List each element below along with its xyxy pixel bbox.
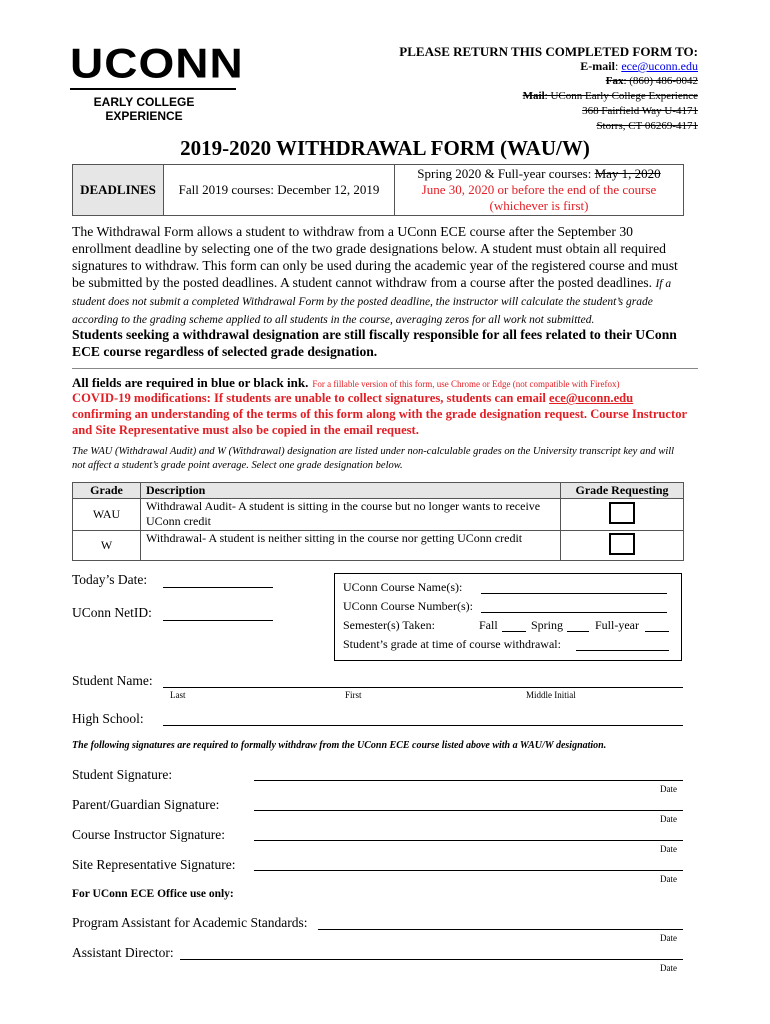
date-caption: Date: [660, 784, 677, 794]
semester-label: Semester(s) Taken:: [343, 618, 435, 632]
deadlines-table: [72, 164, 684, 216]
covid-part2: confirming an understanding of the terms of this form along with the grade designation request. Course Instructor and Site Representative must also be copied in the email request.: [72, 407, 687, 437]
fax-label: Fax: [605, 75, 624, 87]
fillable-note: For a fillable version of this form, use Chrome or Edge (not compatible with Firefox): [312, 379, 620, 389]
logo-line2: EXPERIENCE: [105, 109, 183, 123]
date-caption: Date: [660, 874, 677, 884]
site-rep-signature-label: Site Representative Signature:: [72, 857, 236, 872]
return-fax-line: [399, 74, 698, 89]
assistant-director-label: Assistant Director:: [72, 945, 174, 960]
mail-org: : UConn Early College Experience: [544, 90, 698, 102]
semester-fall-label: Fall: [479, 618, 498, 632]
course-names-label: UConn Course Name(s):: [343, 580, 463, 594]
grade-w: W: [73, 531, 141, 561]
signatures-note: The following signatures are required to formally withdraw from the UConn ECE course listed above with a WAU/W designation.: [72, 740, 607, 751]
return-email-line: E-mail: ece@uconn.edu: [580, 59, 698, 73]
assistant-director-field[interactable]: [180, 959, 683, 960]
desc-wau: Withdrawal Audit- A student is sitting in the course but no longer wants to receive UConn credit: [141, 499, 561, 531]
name-middle-caption: Middle Initial: [526, 690, 576, 700]
netid-field[interactable]: [163, 620, 273, 621]
intro-italic: If a student does not submit a completed Withdrawal Form by the posted deadline, the instructor will calculate the student’s grade according to the grading scheme applied to all students in the course, averaging zeros for all work not submitted.: [72, 278, 672, 326]
return-heading: PLEASE RETURN THIS COMPLETED FORM TO:: [399, 44, 698, 59]
table-row: [73, 499, 684, 531]
program-assistant-label: Program Assistant for Academic Standards:: [72, 915, 308, 930]
course-numbers-label: UConn Course Number(s):: [343, 599, 473, 613]
return-mail-line: [399, 89, 698, 104]
semester-fullyear-label: Full-year: [595, 618, 639, 632]
semester-spring-label: Spring: [531, 618, 564, 632]
deadlines-fall: Fall 2019 courses: December 12, 2019: [164, 165, 395, 216]
logo-wordmark: UCONN: [70, 39, 244, 87]
course-numbers-field[interactable]: [481, 612, 667, 613]
divider-line: [72, 368, 698, 369]
date-caption: Date: [660, 933, 677, 943]
return-email-link[interactable]: ece@uconn.edu: [621, 59, 698, 73]
header-grade: Grade: [73, 483, 141, 499]
grade-table-header: [73, 483, 684, 499]
course-names-field[interactable]: [481, 593, 667, 594]
todays-date-label: Today’s Date:: [72, 572, 148, 587]
date-caption: Date: [660, 814, 677, 824]
return-address2: Storrs, CT 06269-4171: [596, 120, 698, 132]
instructor-signature-label: Course Instructor Signature:: [72, 827, 225, 842]
student-signature-field[interactable]: [254, 780, 683, 781]
grade-table: [72, 482, 684, 561]
withdrawal-grade-field[interactable]: [576, 650, 669, 651]
date-caption: Date: [660, 963, 677, 973]
return-address1: 368 Fairfield Way U-4171: [582, 105, 698, 117]
parent-signature-field[interactable]: [254, 810, 683, 811]
student-signature-label: Student Signature:: [72, 767, 173, 782]
high-school-field[interactable]: [163, 725, 683, 726]
designation-note: The WAU (Withdrawal Audit) and W (Withdrawal) designation are listed under non-calculable grades on the University transcript key and will not affect a student’s grade point average. Select one grade designation below.: [72, 446, 675, 471]
return-block: [399, 44, 698, 134]
program-assistant-field[interactable]: [318, 929, 683, 930]
logo-line1: EARLY COLLEGE: [93, 95, 195, 109]
table-row: [73, 531, 684, 561]
student-name-label: Student Name:: [72, 673, 153, 688]
deadlines-spring: [395, 165, 684, 216]
semester-spring-field[interactable]: [567, 631, 589, 632]
wau-checkbox[interactable]: [609, 502, 635, 524]
desc-w: Withdrawal- A student is neither sitting in the course nor getting UConn credit: [141, 531, 561, 561]
required-note: All fields are required in blue or black ink.: [72, 375, 309, 390]
date-caption: Date: [660, 844, 677, 854]
header-grade-requesting: Grade Requesting: [561, 483, 684, 499]
covid-note: [72, 390, 692, 438]
form-title: 2019-2020 WITHDRAWAL FORM (WAU/W): [180, 136, 590, 160]
uconn-logo: [70, 38, 244, 123]
fiscal-note: Students seeking a withdrawal designation are still fiscally responsible for all fees related to their UConn ECE course regardless of selected grade designation.: [72, 327, 677, 359]
semester-fall-field[interactable]: [502, 631, 526, 632]
office-heading: For UConn ECE Office use only:: [72, 888, 234, 900]
intro-paragraph: [72, 223, 686, 328]
fax-number: : (860) 486-0042: [623, 75, 698, 87]
header-description: Description: [141, 483, 561, 499]
covid-email-link[interactable]: ece@uconn.edu: [549, 391, 634, 405]
spring-new-date: June 30, 2020 or before the end of the course: [421, 182, 657, 197]
spring-new-note: (whichever is first): [489, 198, 589, 213]
high-school-label: High School:: [72, 711, 144, 726]
spring-prefix: Spring 2020 & Full-year courses:: [417, 166, 595, 181]
withdrawal-grade-label: Student’s grade at time of course withdrawal:: [343, 637, 561, 651]
intro-text: The Withdrawal Form allows a student to withdraw from a UConn ECE course after the September 30 enrollment deadline by selecting one of the two grade designations below. A student must obtain all required signatures to withdraw. This form can only be used during the academic year of the registered course and must be submitted by the posted deadlines. A student cannot withdraw from a course after the posted deadlines.: [72, 224, 678, 290]
grade-wau: WAU: [73, 499, 141, 531]
site-rep-signature-field[interactable]: [254, 870, 683, 871]
name-last-caption: Last: [170, 690, 186, 700]
course-box: [334, 573, 682, 661]
semester-fullyear-field[interactable]: [645, 631, 669, 632]
email-label: E-mail: [580, 59, 615, 73]
parent-signature-label: Parent/Guardian Signature:: [72, 797, 220, 812]
name-first-caption: First: [345, 690, 362, 700]
mail-label: Mail: [522, 90, 545, 102]
todays-date-field[interactable]: [163, 587, 273, 588]
w-checkbox[interactable]: [609, 533, 635, 555]
student-name-field[interactable]: [163, 687, 683, 688]
netid-label: UConn NetID:: [72, 605, 152, 620]
deadlines-label: DEADLINES: [73, 165, 164, 216]
instructor-signature-field[interactable]: [254, 840, 683, 841]
covid-part1: COVID-19 modifications: If students are unable to collect signatures, students can email: [72, 391, 550, 405]
spring-old-date: May 1, 2020: [594, 166, 661, 181]
